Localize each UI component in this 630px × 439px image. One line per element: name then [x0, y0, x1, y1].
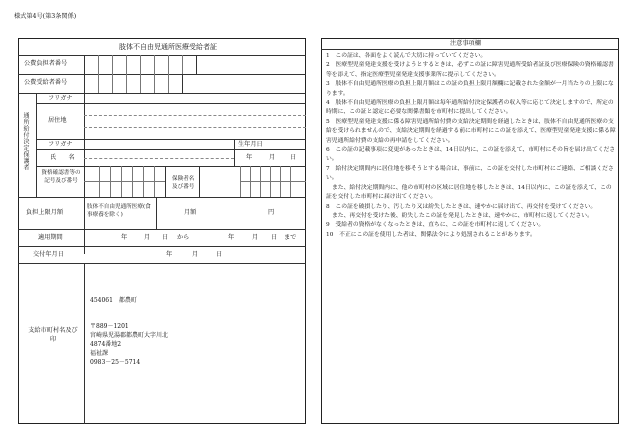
municipality-code-name: 454061 都農町: [90, 297, 137, 304]
period-from-year: 年: [121, 234, 128, 241]
municipality-postal: 〒889－1201: [90, 323, 129, 330]
address-label: 居住地: [48, 117, 67, 124]
issue-year: 年: [166, 251, 173, 258]
upper-limit-label: 負担上限月額: [26, 209, 64, 216]
municipality-department: 福祉課: [90, 350, 109, 357]
issue-day: 日: [216, 251, 223, 258]
period-to-word: まで: [284, 234, 297, 241]
name-label: 氏 名: [50, 154, 75, 161]
furigana-label-name: フリガナ: [48, 141, 73, 148]
note-item: 4 肢体不自由児通所医療の負担上限月額は毎年通所給付決定保護者の収入等に応じて決定しますので、所定の時期に、この証と認定に必要な関係書類を市町村に提出してください。: [326, 100, 614, 116]
upper-limit-note: 肢体不自由児通所医療(食事療養を除く): [87, 204, 151, 218]
notes-title: 注意事項欄: [450, 40, 481, 47]
payer-number-label: 公費負担者番号: [24, 60, 68, 67]
period-from-word: から: [177, 234, 190, 241]
certificate-title: 肢体不自由児通所医療受給者証: [119, 43, 217, 51]
recipient-number-label: 公費受給者番号: [24, 79, 68, 86]
notes-list: [326, 52, 616, 240]
note-item: 9 受給者の資格がなくなったときは、直ちに、この証を市町村に返してください。: [326, 222, 545, 229]
note-item: 8 この証を破損したり、汚したり又は紛失したときは、速やかに届け出て、再交付を受けてください。: [326, 203, 597, 210]
note-item: また、再交付を受けた後、紛失したこの証を発見したときは、速やかに、市町村に返してください。: [332, 212, 593, 219]
period-to-year: 年: [228, 234, 235, 241]
insurance-card-label: 資格確認書等の記号及び番号: [41, 170, 81, 184]
municipality-address-2: 4874番地2: [90, 341, 122, 348]
birth-month-label: 月: [269, 154, 276, 161]
municipality-phone: 0983－25－5714: [90, 359, 141, 366]
note-item: 6 この証の記載事項に変更があったときは、14日以内に、この証を添えて、市町村にその旨を届け出てください。: [326, 147, 616, 163]
note-item: 7 給付決定期間内に居住地を移そうとする場合は、事前に、この証を交付した市町村にご連絡、ご相談ください。: [326, 165, 614, 182]
period-from-day: 日: [162, 234, 169, 241]
note-item: また、給付決定期間内に、他の市町村の区域に居住地を移したときは、14日以内に、この証を添えて、この証を交付した市町村に届け出てください。: [326, 184, 612, 201]
birthdate-label: 生年月日: [238, 141, 263, 148]
birth-day-label: 日: [290, 154, 297, 161]
form-number: 様式第4号(第3条関係): [14, 13, 77, 20]
period-label: 適用期間: [38, 234, 63, 241]
note-item: 10 不正にこの証を使用した者は、関係法令により処罰されることがあります。: [326, 231, 536, 238]
yen-label: 円: [268, 209, 275, 216]
insurer-label: 保険者名及び番号: [172, 176, 195, 190]
period-to-month: 月: [252, 234, 259, 241]
issue-month: 月: [192, 251, 199, 258]
note-item: 2 医療型児童発達支援を受けようとするときは、必ずこの証に障害児通所受給者証及び医療保険の資格確認書等を添えて、指定医療型児童発達支援事業所に提示してください。: [326, 62, 614, 78]
note-item: 5 医療型児童発達支援に係る障害児通所給付費の支給決定期間を経過したときは、肢体不自由児通所医療の支給を受けられませんので、支給決定期間を経過する前に市町村にこの証を添えて、医療型児童発達支援に係る障害児通所給付費の支給の再申請をしてください。: [326, 118, 616, 144]
municipality-address-1: 宮崎県児湯郡都農町大字川北: [90, 332, 169, 339]
note-item: 3 肢体不自由児通所医療の負担上限月額はこの証の負担上限月額欄に記載された金額が一月当たりの上限になります。: [326, 81, 614, 97]
issue-date-label: 交付年月日: [33, 251, 64, 258]
note-item: 1 この証は、各面をよく読んで大切に持っていてください。: [326, 53, 487, 59]
period-to-day: 日: [271, 234, 278, 241]
furigana-label-address: フリガナ: [48, 95, 73, 102]
guardian-section-label: 通所給付決定保護者: [22, 112, 29, 171]
birth-year-label: 年: [246, 154, 253, 161]
period-from-month: 月: [144, 234, 151, 241]
monthly-label: 月額: [184, 209, 197, 216]
municipality-label: 支給市町村名及び印: [28, 327, 78, 343]
